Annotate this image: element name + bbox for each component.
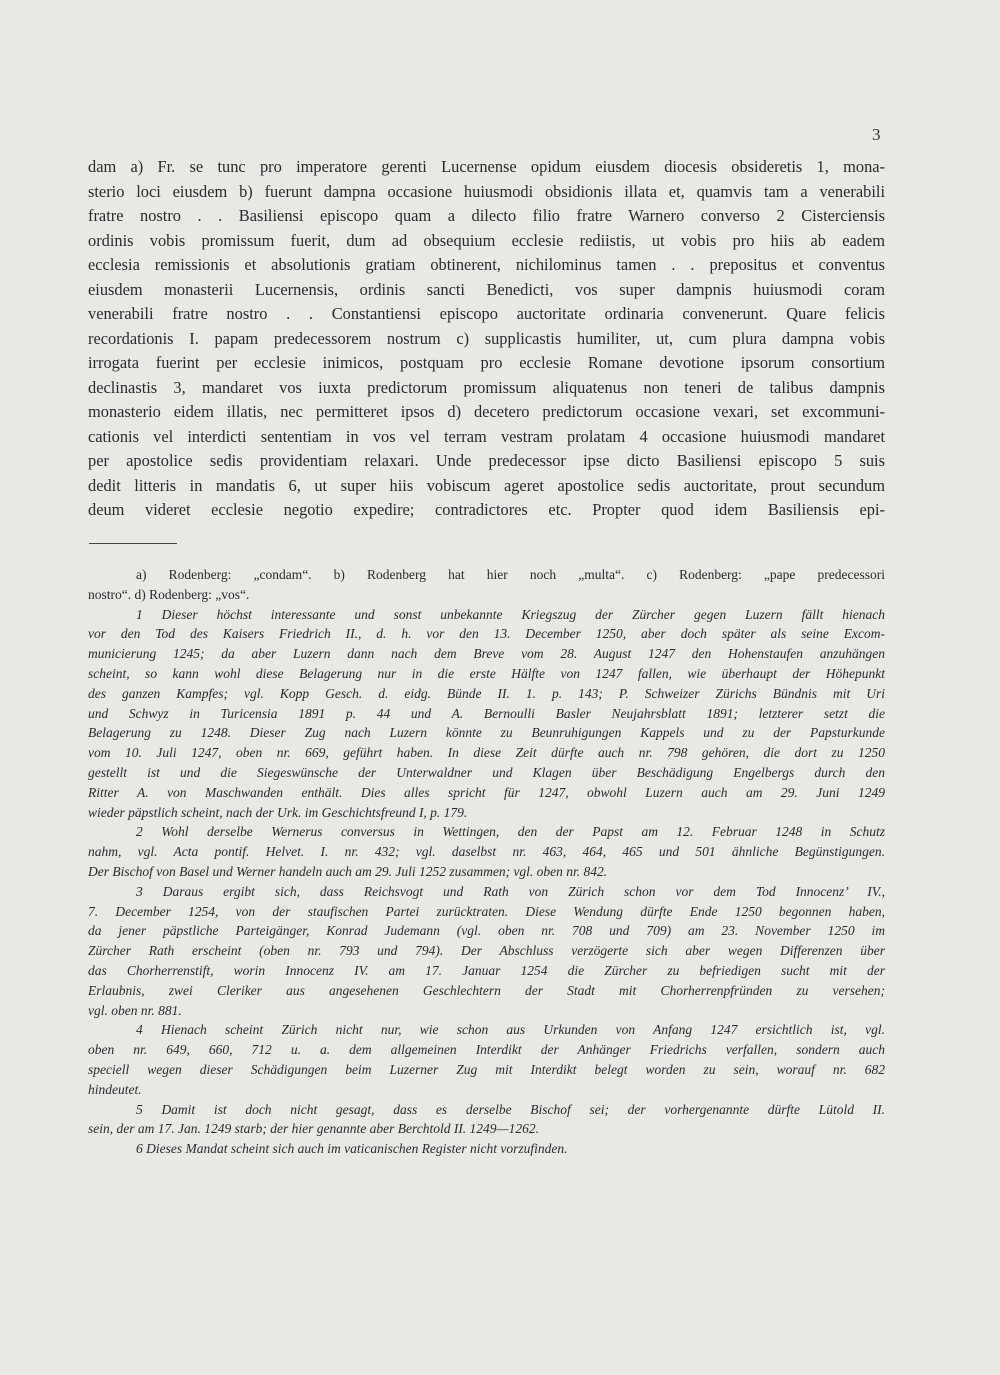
- footnote-line: Der Bischof von Basel und Werner handeln auch am 29. Juli 1252 zusammen; vgl. oben nr. 842.: [88, 863, 608, 879]
- footnote-line: sein, der am 17. Jan. 1249 starb; der hier genannte aber Berchtold II. 1249—1262.: [88, 1121, 539, 1137]
- footnote-line: Erlaubnis, zwei Cleriker aus angesehenen Geschlechtern der Stadt mit Chorherrenpfründen zu versehen;: [88, 982, 885, 998]
- footnote-lettered-line: a) Rodenberg: „condam“. b) Rodenberg hat hier noch „multa“. c) Rodenberg: „pape predecessori: [136, 567, 885, 582]
- main-text-block: [88, 155, 885, 523]
- footnote-line: 5 Damit ist doch nicht gesagt, dass es derselbe Bischof sei; der vorhergenannte dürfte Lütold II.: [136, 1101, 885, 1117]
- footnote-line: vor den Tod des Kaisers Friedrich II., d. h. vor den 13. December 1250, aber doch später als seine Excom-: [88, 626, 885, 642]
- footnote-line: hindeutet.: [88, 1081, 142, 1097]
- main-text-line: eiusdem monasterii Lucernensis, ordinis sancti Benedicti, vos super dampnis huiusmodi coram: [88, 279, 885, 299]
- footnote-line: 6 Dieses Mandat scheint sich auch im vaticanischen Register nicht vorzufinden.: [136, 1141, 568, 1157]
- footnote-line: Belagerung zu 1248. Dieser Zug nach Luzern könnte zu Beunruhigungen Kappels und zu der Papsturkunde: [88, 725, 885, 741]
- footnote-line: 7. December 1254, von der staufischen Partei zurücktraten. Diese Wendung dürfte Ende 1250 begonnen haben,: [88, 903, 885, 919]
- main-text-line: fratre nostro . . Basiliensi episcopo quam a dilecto filio fratre Warnero converso 2 Cisterciensis: [88, 206, 885, 225]
- main-text-line: ordinis vobis promissum fuerit, dum ad obsequium ecclesie rediistis, ut vobis pro hiis ab eadem: [88, 230, 885, 250]
- footnote-line: scheint, so kann wohl diese Belagerung nur in die erste Hälfte von 1247 fallen, wie überhaupt der Höhepunkt: [88, 665, 885, 681]
- footnote-line: 2 Wohl derselbe Wernerus conversus in Wettingen, den der Papst am 12. Februar 1248 in Schutz: [136, 824, 885, 840]
- main-text-line: per apostolice sedis providentiam relaxari. Unde predecessor ipse dicto Basiliensi episcopo 5 suis: [88, 451, 885, 470]
- footnote-line: Ritter A. von Maschwanden enthält. Dies alles spricht für 1247, obwohl Luzern auch am 29. Juni 1249: [88, 784, 885, 800]
- footnotes-block: [88, 565, 885, 1159]
- footnote-line: speciell wegen dieser Schädigungen beim Luzerner Zug mit Interdikt belegt worden zu sein, worauf nr. 682: [88, 1061, 885, 1077]
- footnote-lettered-line: nostro“. d) Rodenberg: „vos“.: [88, 586, 250, 602]
- footnote-line: gestellt ist und die Siegeswünsche der Unterwaldner und Klagen über Beschädigung Engelbergs durch den: [88, 764, 885, 780]
- main-text-line: declinastis 3, mandaret vos iuxta predictorum promissum aliquatenus non teneri de talibus dampnis: [88, 377, 885, 397]
- main-text-line: monasterio eidem illatis, nec permitteret ipsos d) decetero predictorum occasione vexari, set excommuni-: [88, 402, 885, 421]
- main-text-line: dedit litteris in mandatis 6, ut super hiis vobiscum ageret apostolice sedis auctoritate, prout secundum: [88, 475, 885, 495]
- footnote-line: vom 10. Juli 1247, oben nr. 669, geführt haben. In diese Zeit dürfte auch nr. 798 gehören, die dort zu 1250: [88, 745, 885, 761]
- footnote-line: nahm, vgl. Acta pontif. Helvet. I. nr. 432; vgl. daselbst nr. 463, 464, 465 und 501 ähnliche Begünstigungen.: [88, 844, 885, 860]
- main-text-line: deum videret ecclesie negotio expedire; contradictores etc. Propter quod idem Basiliensis epi-: [88, 500, 885, 519]
- footnote-line: des ganzen Kampfes; vgl. Kopp Gesch. d. eidg. Bünde II. 1. p. 143; P. Schweizer Zürichs Bündnis mit Uri: [88, 685, 885, 701]
- footnote-line: 4 Hienach scheint Zürich nicht nur, wie schon aus Urkunden von Anfang 1247 ersichtlich ist, vgl.: [136, 1022, 885, 1038]
- footnote-line: da jener päpstliche Parteigänger, Konrad Judemann (vgl. oben nr. 708 und 709) am 23. November 1250 im: [88, 923, 885, 939]
- main-text-line: dam a) Fr. se tunc pro imperatore gerenti Lucernense opidum eiusdem diocesis obsideretis 1, mona-: [88, 157, 885, 176]
- main-text-line: recordationis I. papam predecessorem nostrum c) supplicastis humiliter, ut, cum plura dampna vobis: [88, 328, 885, 348]
- footnote-separator: [89, 543, 177, 544]
- footnote-line: vgl. oben nr. 881.: [88, 1002, 182, 1018]
- main-text-line: irrogata fuerint per ecclesie inimicos, postquam pro ecclesie Romane devotione ipsorum consortium: [88, 353, 885, 372]
- footnote-line: wieder päpstlich scheint, nach der Urk. im Geschichtsfreund I, p. 179.: [88, 804, 468, 820]
- footnote-line: municierung 1245; da aber Luzern dann nach dem Breve vom 28. August 1247 den Hohenstaufen anzuhängen: [88, 646, 885, 662]
- page-number: 3: [872, 125, 881, 144]
- footnote-line: und Schwyz in Turicensia 1891 p. 44 und A. Bernoulli Basler Neujahrsblatt 1891; letzterer setzt die: [88, 705, 885, 721]
- footnote-line: 1 Dieser höchst interessante und sonst unbekannte Kriegszug der Zürcher gegen Luzern fällt hienach: [136, 606, 885, 622]
- footnote-line: oben nr. 649, 660, 712 u. a. dem allgemeinen Interdikt der Anhänger Friedrichs verfallen, sondern auch: [88, 1042, 885, 1058]
- footnote-line: Zürcher Rath erscheint (oben nr. 793 und 794). Der Abschluss verzögerte sich aber wegen Differenzen über: [88, 943, 885, 959]
- footnote-line: das Chorherrenstift, worin Innocenz IV. am 17. Januar 1254 die Zürcher zu befriedigen sucht mit der: [88, 962, 885, 978]
- footnote-line: 3 Daraus ergibt sich, dass Reichsvogt und Rath von Zürich schon vor dem Tod Innocenz’ IV.,: [136, 883, 885, 899]
- main-text-line: ecclesia remissionis et absolutionis gratiam obtinerent, nichilominus tamen . . prepositus et conventus: [88, 255, 885, 274]
- main-text-line: sterio loci eiusdem b) fuerunt dampna occasione huiusmodi obsidionis illata et, quamvis tam a venerabili: [88, 181, 885, 201]
- main-text-line: venerabili fratre nostro . . Constantiensi episcopo auctoritate ordinaria convenerunt. Quare felicis: [88, 304, 885, 323]
- main-text-line: cationis vel interdicti sententiam in vos vel terram vestram prolatam 4 occasione huiusmodi mandaret: [88, 426, 885, 446]
